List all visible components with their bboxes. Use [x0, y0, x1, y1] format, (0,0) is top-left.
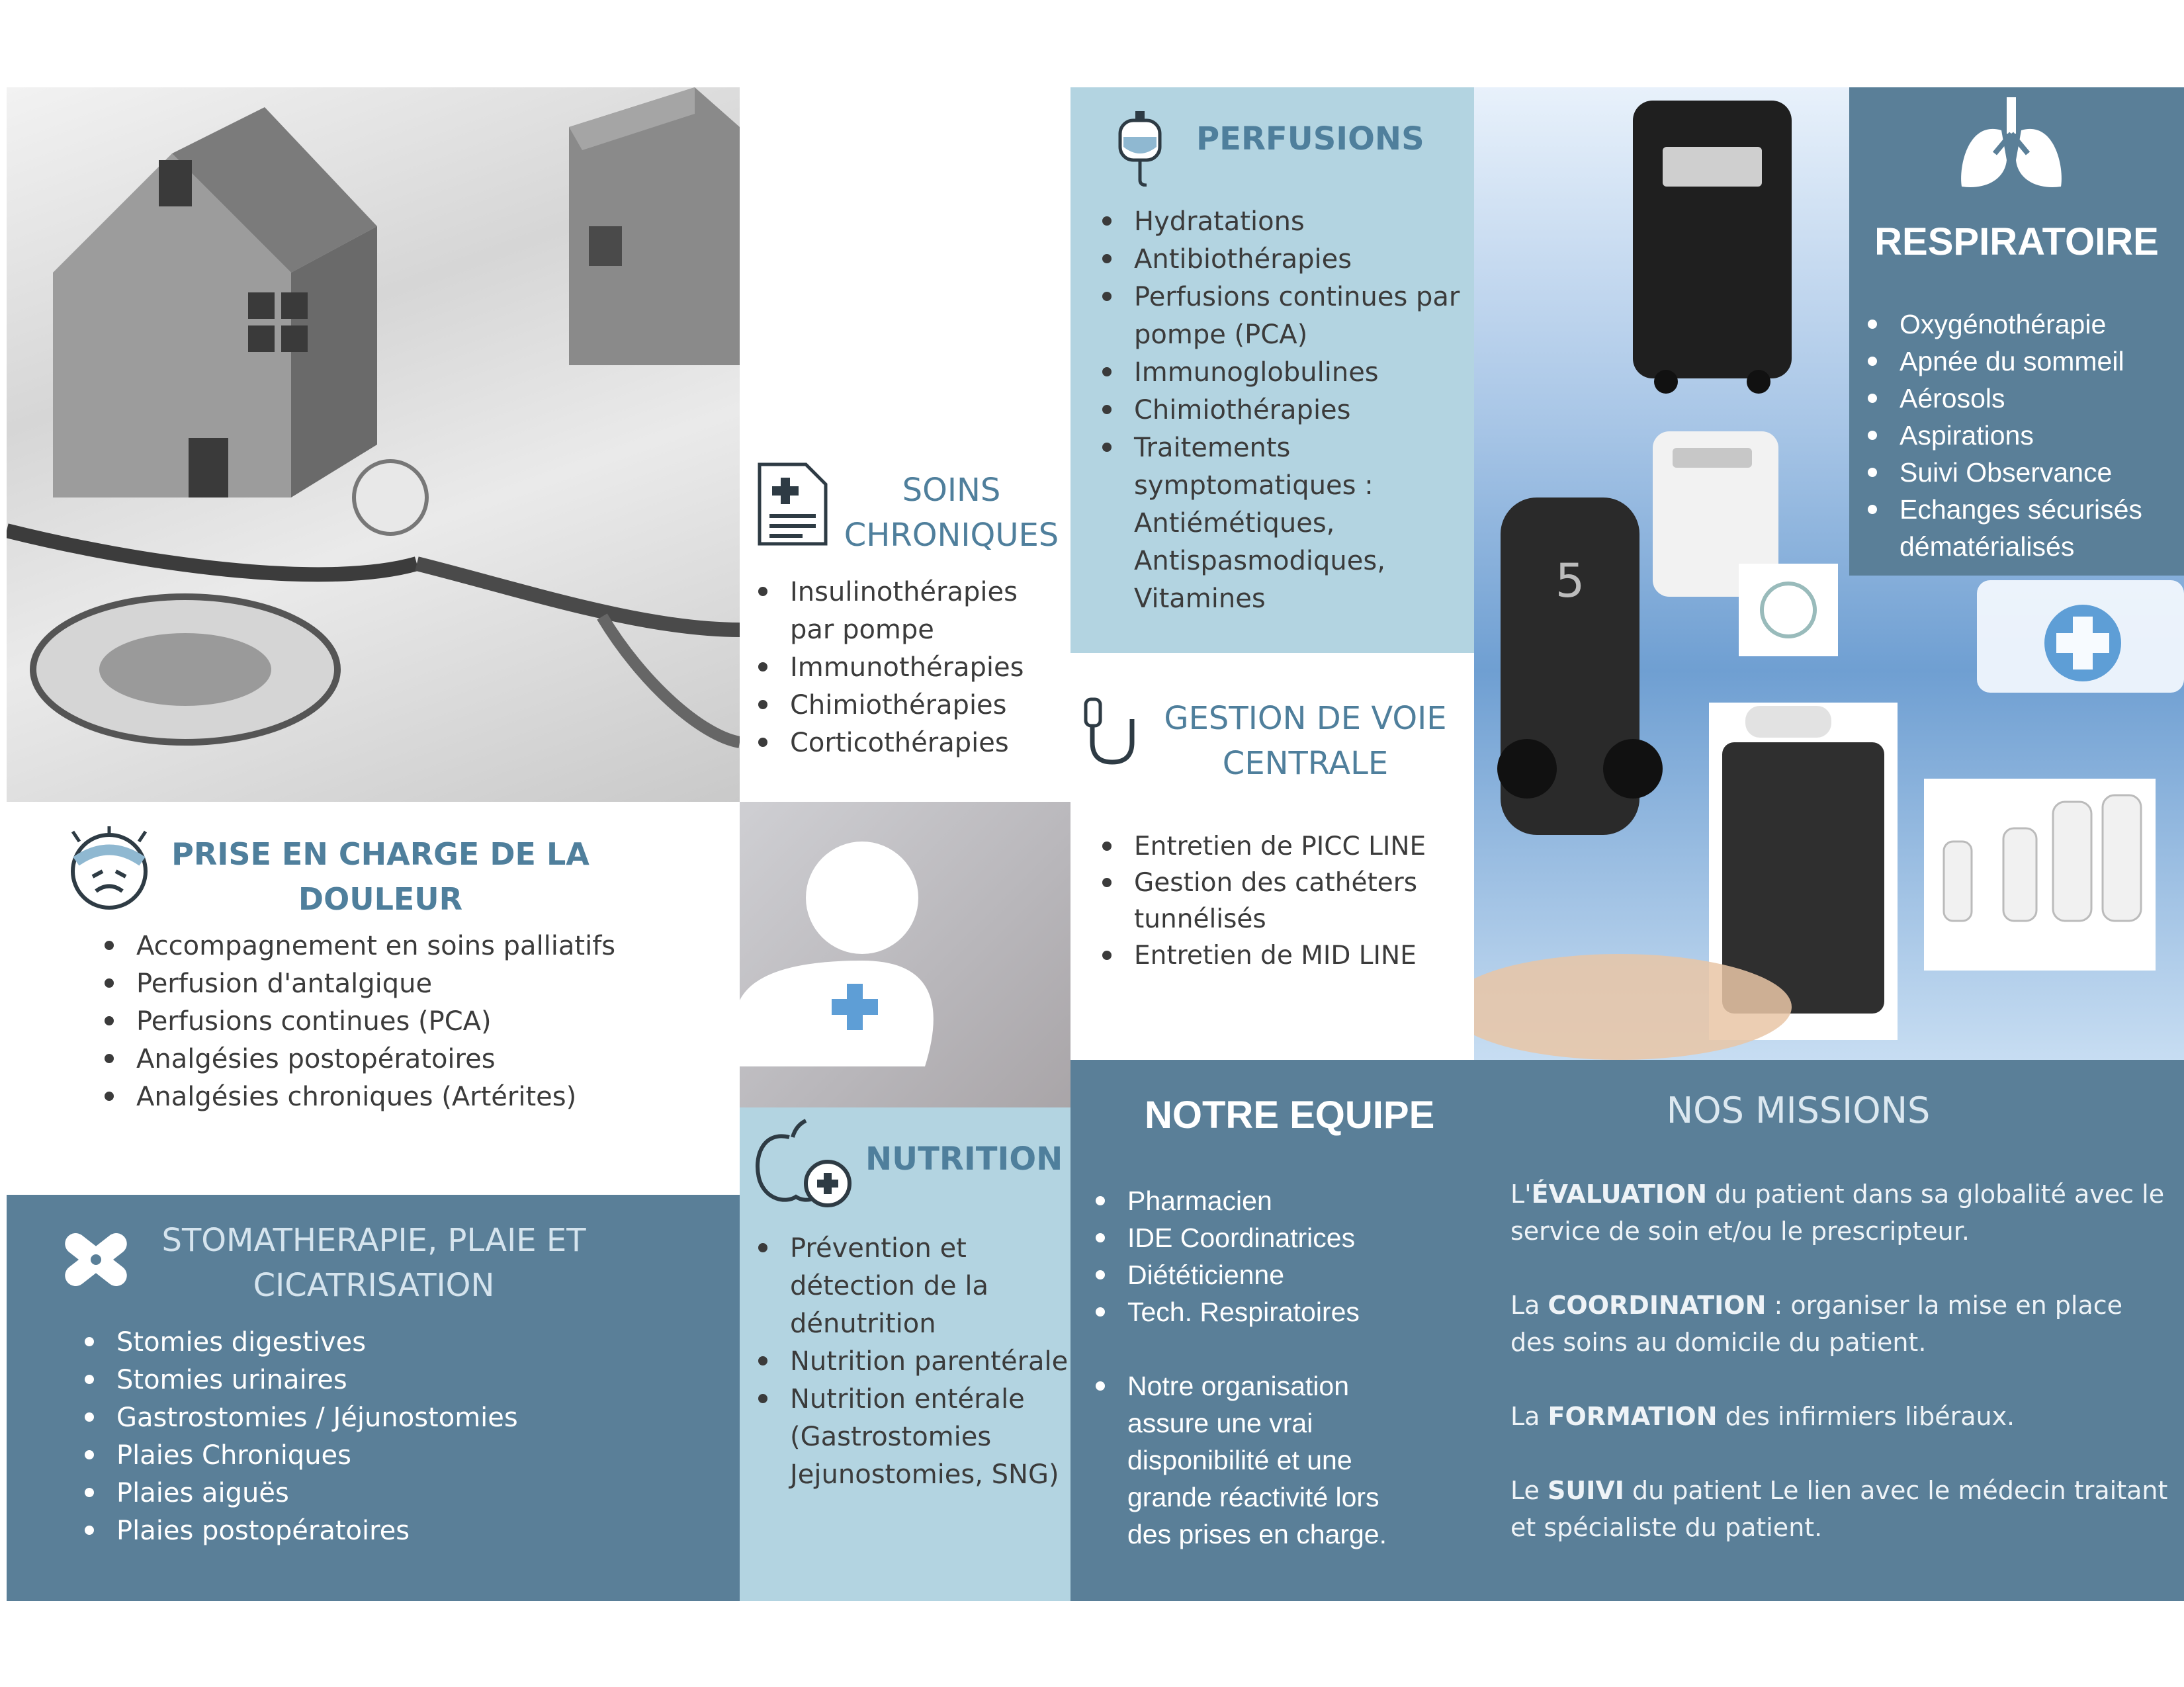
list-item: Immunothérapies [753, 649, 1064, 687]
mission-keyword: SUIVI [1547, 1476, 1624, 1505]
list-item: Aspirations [1862, 417, 2180, 454]
title-line: STOMATHERAPIE, PLAIE ET [161, 1222, 586, 1259]
list-item: Perfusion d'antalgique [99, 965, 734, 1003]
list-item: Gestion des cathéters tunnélisés [1097, 865, 1467, 937]
list-item: Diététicienne [1090, 1256, 1461, 1293]
title-line: PRISE EN CHARGE DE LA [171, 836, 590, 872]
lungs-icon [1955, 94, 2068, 193]
bandage-icon [56, 1223, 136, 1295]
list-item: Stomies urinaires [79, 1362, 715, 1399]
respiratoire-list [1862, 306, 2180, 565]
houses-illustration [7, 87, 740, 802]
list-item: Perfusions continues par pompe (PCA) [1097, 279, 1467, 354]
list-item: Stomies digestives [79, 1324, 715, 1362]
list-item: Gastrostomies / Jéjunostomies [79, 1399, 715, 1437]
person-head-icon [806, 842, 918, 954]
douleur-list [99, 928, 734, 1116]
stomatherapie-title [139, 1218, 609, 1308]
medical-record-icon [753, 458, 832, 550]
perfusions-list [1097, 203, 1467, 618]
title-line: CENTRALE [1222, 745, 1389, 782]
soins-chroniques-list [753, 574, 1064, 762]
list-item: Nutrition entérale (Gastrostomies Jejunostomies, SNG) [753, 1381, 1070, 1494]
voie-centrale-list [1097, 828, 1467, 974]
mission-text: des infirmiers libéraux. [1717, 1402, 2015, 1431]
mission-keyword: COORDINATION [1548, 1291, 1767, 1320]
nutrition-section [740, 1107, 1070, 1601]
list-item: IDE Coordinatrices [1090, 1219, 1461, 1256]
mission-paragraph [1510, 1398, 2172, 1435]
list-item: Entretien de PICC LINE [1097, 828, 1467, 865]
stomatherapie-list [79, 1324, 715, 1550]
perfusions-title: PERFUSIONS [1196, 120, 1424, 157]
list-item: Corticothérapies [753, 724, 1064, 762]
equipe-note: Notre organisation assure une vrai disponibilité et une grande réactivité lors des prises en charge. [1090, 1367, 1401, 1553]
list-item: Analgésies postopératoires [99, 1041, 734, 1078]
list-item: Plaies postopératoires [79, 1512, 715, 1550]
nurse-silhouette-photo [740, 802, 1070, 1107]
voie-centrale-section [1070, 653, 1474, 1060]
list-item: Plaies aiguës [79, 1475, 715, 1512]
list-item: Nutrition parentérale [753, 1343, 1070, 1381]
list-item: Analgésies chroniques (Artérites) [99, 1078, 734, 1116]
douleur-title [159, 832, 602, 922]
perfusions-section [1070, 87, 1474, 653]
list-item: Chimiothérapies [753, 687, 1064, 724]
iv-bag-icon [1110, 107, 1170, 187]
list-item: Aérosols [1862, 380, 2180, 417]
mission-paragraph [1510, 1287, 2172, 1361]
list-item: Echanges sécurisés dématérialisés [1862, 491, 2180, 565]
list-item: Insulinothérapies par pompe [753, 574, 1064, 649]
list-item: Tech. Respiratoires [1090, 1293, 1461, 1330]
mission-prefix: Le [1510, 1476, 1548, 1505]
title-line: GESTION DE VOIE [1164, 700, 1447, 737]
list-item: Perfusions continues (PCA) [99, 1003, 734, 1041]
apple-icon [750, 1117, 862, 1210]
soins-chroniques-section [740, 438, 1070, 802]
stomatherapie-section [7, 1195, 740, 1601]
nutrition-title: NUTRITION [865, 1141, 1063, 1178]
list-item: Traitements symptomatiques : Antiémétiques, Antispasmodiques, Vitamines [1097, 429, 1467, 618]
list-item: Immunoglobulines [1097, 354, 1467, 392]
list-item: Suivi Observance [1862, 454, 2180, 491]
equipe-note-list [1090, 1367, 1401, 1553]
respiratoire-section [1849, 87, 2184, 576]
list-item: Chimiothérapies [1097, 392, 1467, 429]
missions-section [1467, 1060, 2184, 1601]
mission-keyword: FORMATION [1548, 1402, 1718, 1431]
list-item: Pharmacien [1090, 1182, 1461, 1219]
title-line: CHRONIQUES [844, 517, 1059, 554]
douleur-section [7, 802, 740, 1195]
houses-stethoscope-photo [7, 87, 740, 802]
equipe-section [1070, 1060, 1467, 1601]
list-item: Entretien de MID LINE [1097, 937, 1467, 974]
nutrition-list [753, 1230, 1070, 1494]
voie-centrale-title [1143, 696, 1467, 786]
equipe-list [1090, 1182, 1461, 1330]
title-line: CICATRISATION [253, 1267, 495, 1304]
list-item: Accompagnement en soins palliatifs [99, 928, 734, 965]
mission-text: du patient dans sa globalité avec le service de soin et/ou le prescripteur. [1510, 1180, 2165, 1246]
catheter-icon [1082, 696, 1142, 769]
equipe-title: NOTRE EQUIPE [1145, 1094, 1435, 1137]
soins-chroniques-title [839, 468, 1064, 558]
list-item: Prévention et détection de la dénutrition [753, 1230, 1070, 1343]
mission-prefix: L' [1510, 1180, 1532, 1209]
list-item: Oxygénothérapie [1862, 306, 2180, 343]
mission-prefix: La [1510, 1402, 1548, 1431]
mission-text: : organiser la mise en place des soins au domicile du patient. [1510, 1291, 2123, 1357]
list-item: Plaies Chroniques [79, 1437, 715, 1475]
pain-face-icon [60, 825, 159, 911]
mission-text: du patient Le lien avec le médecin traitant et spécialiste du patient. [1510, 1476, 2168, 1542]
missions-title: NOS MISSIONS [1666, 1090, 1931, 1131]
title-line: DOULEUR [298, 881, 463, 917]
title-line: SOINS [902, 472, 1001, 509]
list-item: Antibiothérapies [1097, 241, 1467, 279]
mission-keyword: ÉVALUATION [1531, 1180, 1707, 1209]
mission-paragraph [1510, 1472, 2172, 1546]
missions-paragraphs [1510, 1176, 2172, 1546]
list-item: Apnée du sommeil [1862, 343, 2180, 380]
mission-paragraph [1510, 1176, 2172, 1250]
device-model-label: 5 [1555, 554, 1585, 608]
respiratoire-title: RESPIRATOIRE [1874, 220, 2159, 263]
list-item: Hydratations [1097, 203, 1467, 241]
mission-prefix: La [1510, 1291, 1548, 1320]
